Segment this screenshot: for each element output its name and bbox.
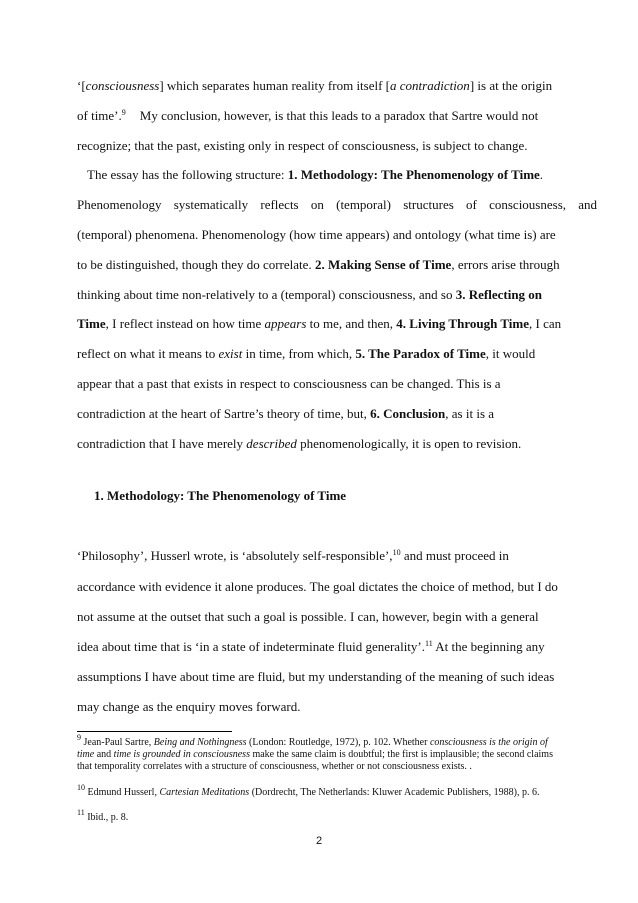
footnote-ref: 11 bbox=[425, 639, 433, 648]
p1-line-1 bbox=[77, 78, 563, 93]
text: to me, and then, bbox=[306, 316, 397, 331]
text: , as it is a bbox=[445, 406, 495, 421]
text: contradiction at the heart of Sartre’s theory of time, but, bbox=[77, 406, 371, 421]
bold-text: 2. Making Sense of Time bbox=[314, 257, 452, 272]
italic-text: a contradiction bbox=[390, 78, 470, 93]
bold-text: Time bbox=[77, 316, 106, 331]
p2-line-4 bbox=[77, 257, 563, 272]
text: ] which separates human reality from itself [ bbox=[159, 78, 391, 93]
text: ] is at the origin bbox=[469, 78, 553, 93]
p3-line-1 bbox=[77, 548, 563, 563]
text: idea about time that is ‘in a state of indeterminate fluid generality’. bbox=[77, 639, 425, 654]
text: ‘Philosophy’, Husserl wrote, is ‘absolutely self-responsible’, bbox=[77, 548, 393, 563]
text: phenomenologically, it is open to revision. bbox=[296, 436, 522, 451]
p2-line-9 bbox=[77, 406, 563, 421]
footnote-11 bbox=[77, 808, 563, 824]
text: and must proceed in bbox=[400, 548, 509, 563]
text: reflect on what it means to bbox=[77, 346, 219, 361]
bold-text: 5. The Paradox of Time bbox=[355, 346, 486, 361]
italic-text: time is grounded in consciousness bbox=[113, 749, 250, 760]
text: thinking about time non-relatively to a (temporal) consciousness, and so bbox=[77, 287, 456, 302]
text: , it would bbox=[485, 346, 536, 361]
page-number: 2 bbox=[315, 835, 323, 847]
footnote-10 bbox=[77, 783, 563, 799]
footnote-9 bbox=[77, 733, 563, 773]
p2-line-2: Phenomenology systematically reflects on (temporal) structures of consciousness, and bbox=[77, 197, 598, 212]
text: (Dordrecht, The Netherlands: Kluwer Academic Publishers, 1988), p. 6. bbox=[249, 787, 540, 798]
bold-text: 1. Methodology: The Phenomenology of Time bbox=[287, 167, 540, 182]
text: contradiction that I have merely bbox=[77, 436, 247, 451]
text: make the same claim is doubtful; the first is implausible; the second claims that temporality correlates with a structure of consciousness, whether or not consciousness exists. . bbox=[77, 749, 553, 772]
italic-text: Cartesian Meditations bbox=[159, 787, 250, 798]
text: My conclusion, however, is that this leads to a paradox that Sartre would not bbox=[139, 108, 539, 123]
footnote-number: 11 bbox=[77, 808, 85, 817]
p2-line-3: (temporal) phenomena. Phenomenology (how time appears) and ontology (what time is) are bbox=[77, 227, 556, 242]
p2-line-10 bbox=[77, 436, 563, 451]
text: The essay has the following structure: bbox=[87, 167, 288, 182]
text: (London: Routledge, 1972), p. 102. Whether bbox=[246, 737, 430, 748]
italic-text: described bbox=[246, 436, 297, 451]
p3-line-4 bbox=[77, 639, 563, 654]
text: Edmund Husserl, bbox=[85, 787, 160, 798]
p3-line-6: may change as the enquiry moves forward. bbox=[77, 699, 301, 714]
p3-line-3: not assume at the outset that such a goal is possible. I can, however, begin with a general bbox=[77, 609, 539, 624]
footnote-ref: 10 bbox=[392, 548, 401, 557]
text: to be distinguished, though they do correlate. bbox=[77, 257, 315, 272]
italic-text: Being and Nothingness bbox=[153, 737, 247, 748]
p1-line-2 bbox=[77, 108, 563, 123]
text: ‘[ bbox=[77, 78, 86, 93]
section-heading: 1. Methodology: The Phenomenology of Time bbox=[94, 488, 347, 503]
text: , I reflect instead on how time bbox=[105, 316, 265, 331]
text: Ibid., p. 8. bbox=[84, 812, 129, 823]
bold-text: 3. Reflecting on bbox=[455, 287, 543, 302]
text: At the beginning any bbox=[432, 639, 545, 654]
text: and bbox=[94, 749, 114, 760]
footnote-separator bbox=[77, 731, 232, 732]
text: Jean-Paul Sartre, bbox=[81, 737, 154, 748]
italic-text: consciousness bbox=[85, 78, 160, 93]
p2-line-8: appear that a past that exists in respect to consciousness can be changed. This is a bbox=[77, 376, 501, 391]
p1-line-3: recognize; that the past, existing only in respect of consciousness, is subject to change. bbox=[77, 138, 528, 153]
footnote-number: 10 bbox=[77, 783, 85, 792]
p3-line-5: assumptions I have about time are fluid, but my understanding of the meaning of such ideas bbox=[77, 669, 555, 684]
italic-text: consciousness is the origin of time bbox=[77, 737, 548, 760]
p2-line-7 bbox=[77, 346, 563, 361]
footnote-number: 9 bbox=[77, 733, 81, 742]
bold-text: 6. Conclusion bbox=[370, 406, 446, 421]
footnote-ref: 9 bbox=[121, 108, 126, 117]
text: . bbox=[539, 167, 544, 182]
p3-line-2: accordance with evidence it alone produces. The goal dictates the choice of method, but I do bbox=[77, 579, 558, 594]
p2-line-6 bbox=[77, 316, 563, 331]
italic-text: appears bbox=[264, 316, 307, 331]
p2-line-5 bbox=[77, 287, 563, 302]
text: of time’. bbox=[77, 108, 122, 123]
text: , errors arise through bbox=[451, 257, 560, 272]
bold-text: 4. Living Through Time bbox=[396, 316, 529, 331]
italic-text: exist bbox=[218, 346, 243, 361]
p2-line-1 bbox=[87, 167, 563, 182]
text: , I can bbox=[529, 316, 562, 331]
text: in time, from which, bbox=[242, 346, 356, 361]
